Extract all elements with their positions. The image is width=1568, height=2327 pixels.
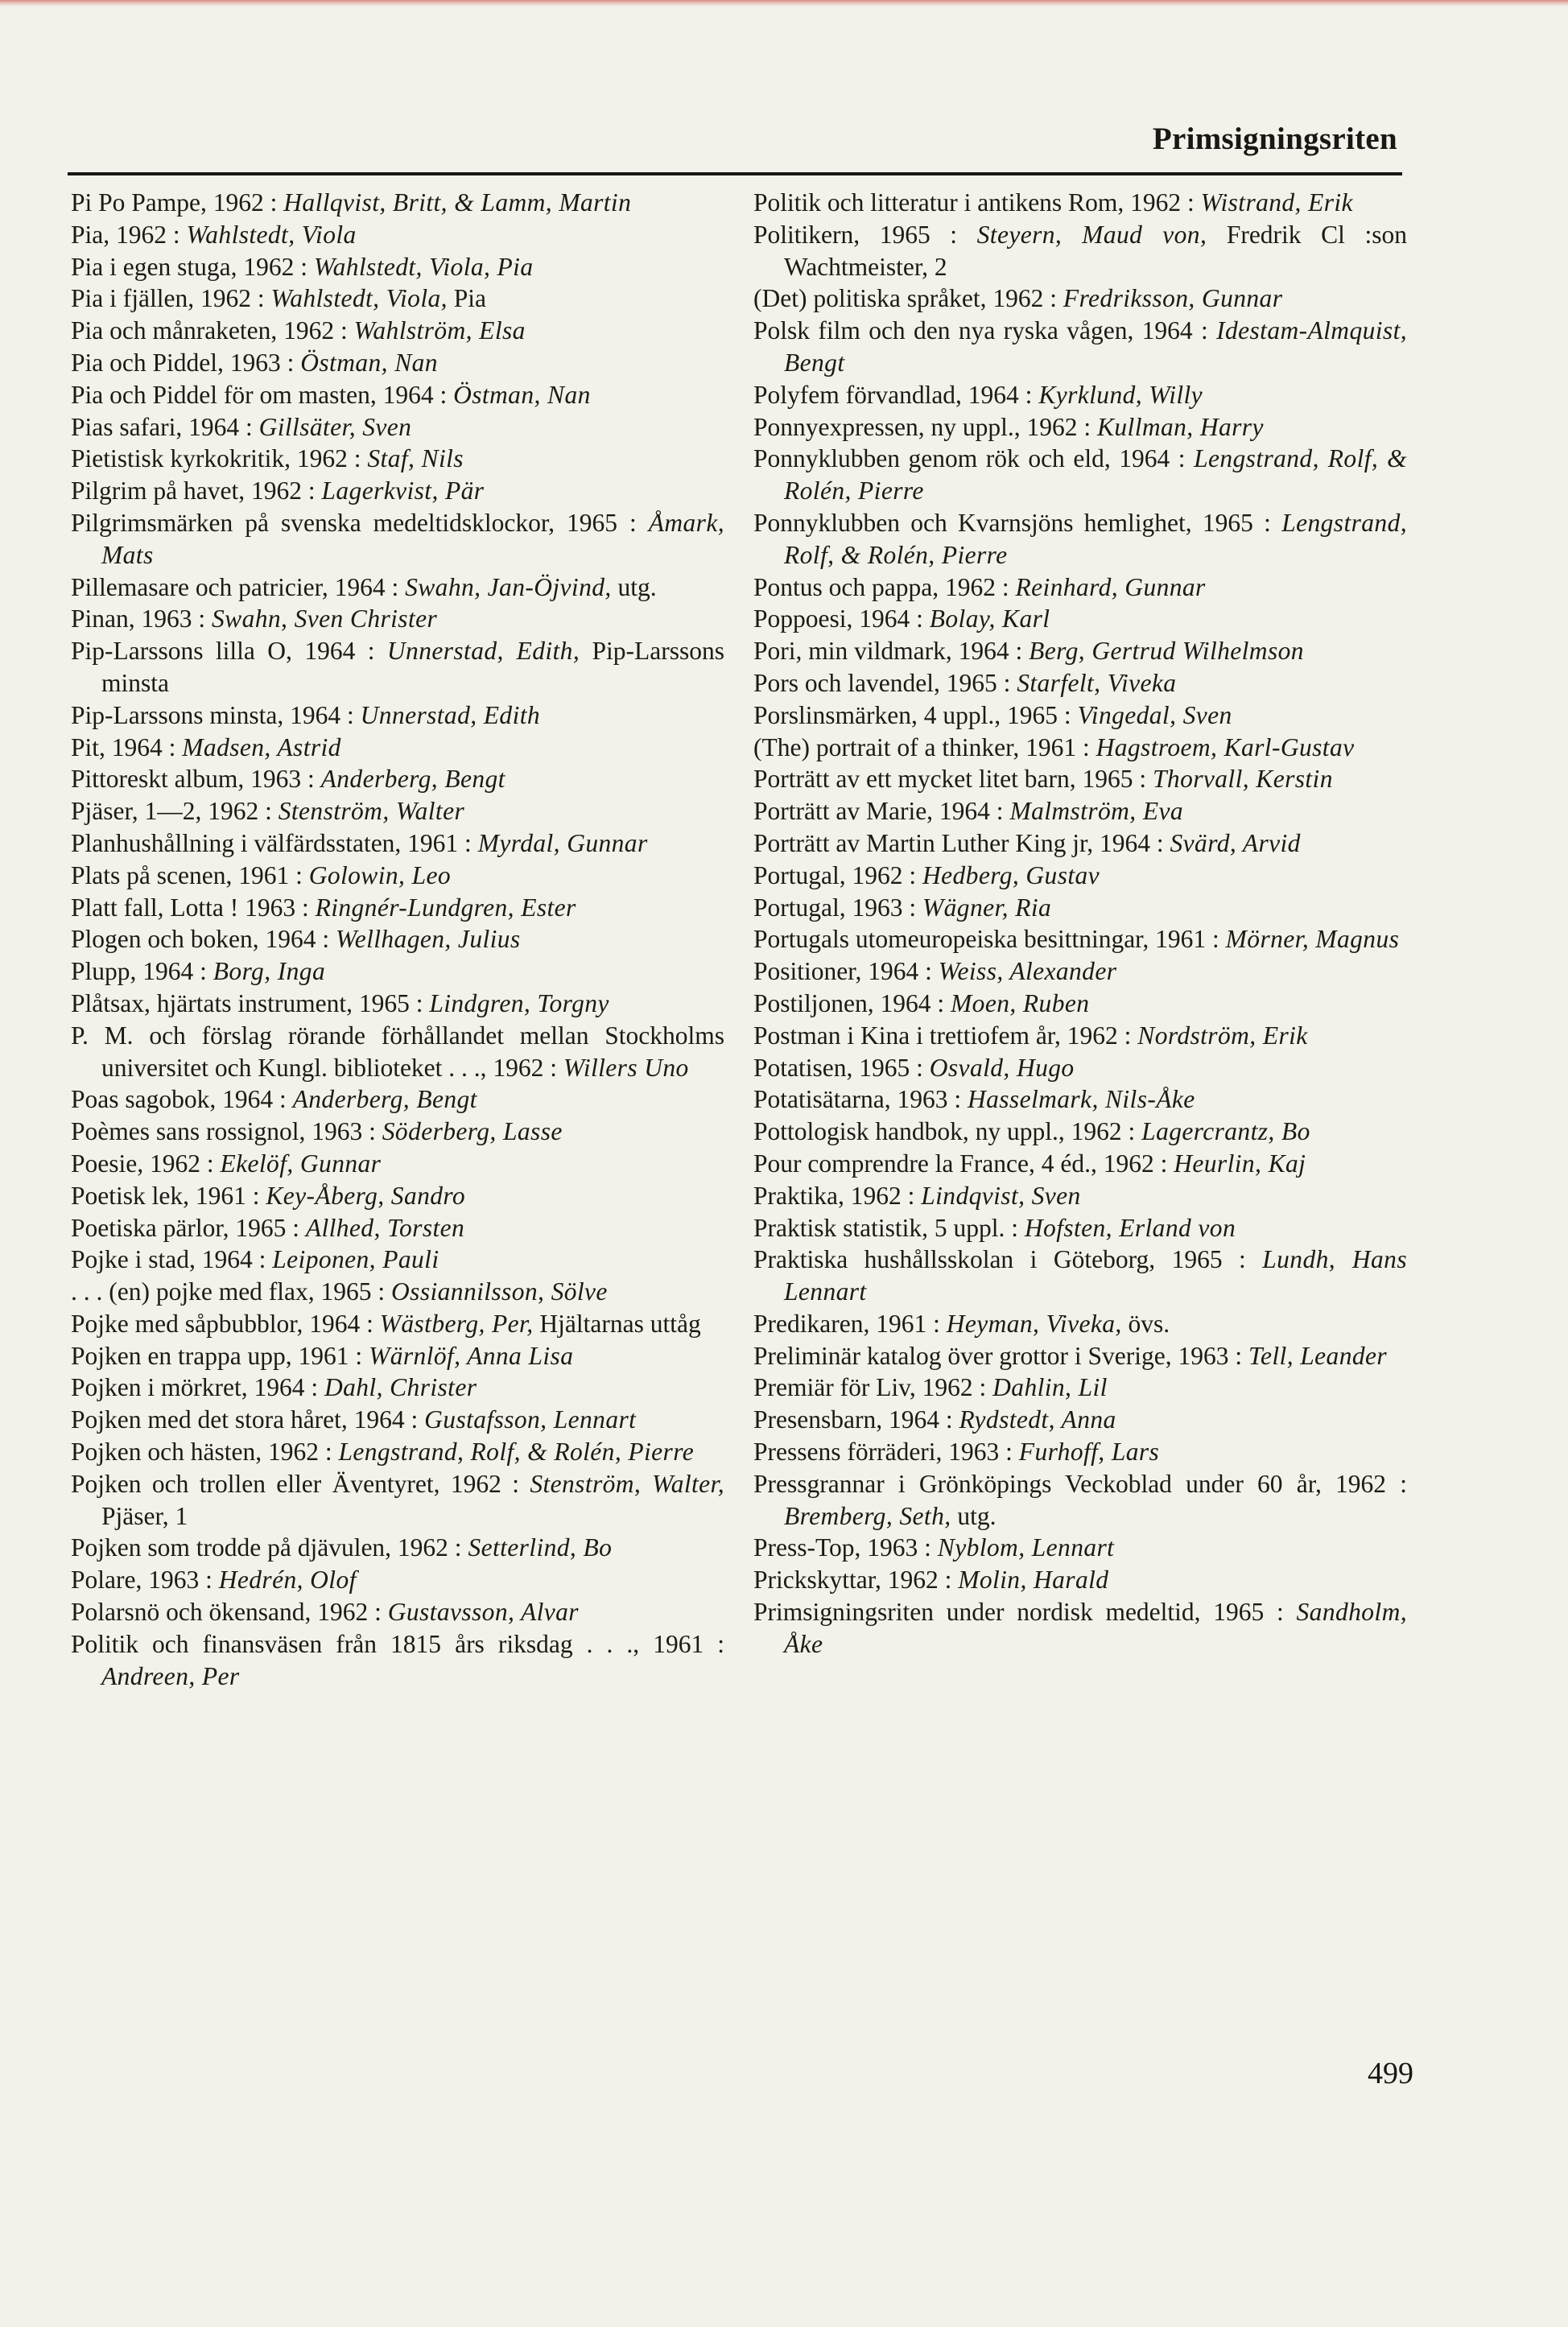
- entry-title: Pojken och hästen, 1962 :: [71, 1438, 332, 1467]
- index-entry: [71, 571, 724, 604]
- entry-title: Pour comprendre la France, 4 éd., 1962 :: [753, 1149, 1168, 1178]
- entry-title: Pi Po Pampe, 1962 :: [71, 188, 278, 217]
- entry-title: Politik och litteratur i antikens Rom, 1962 :: [753, 188, 1195, 217]
- index-entry: [71, 1308, 724, 1340]
- entry-title: Presensbarn, 1964 :: [753, 1405, 953, 1434]
- entry-title: Pillemasare och patricier, 1964 :: [71, 572, 399, 601]
- index-entry: [71, 795, 724, 827]
- index-entry: [71, 187, 724, 219]
- entry-author: Lengstrand, Rolf, & Rolén, Pierre: [338, 1438, 695, 1467]
- entry-author: Anderberg, Bengt: [292, 1085, 477, 1114]
- left-column: [71, 187, 724, 1692]
- index-entry: [71, 1276, 724, 1308]
- index-entry: [753, 1244, 1407, 1308]
- entry-title: Pojken och trollen eller Äventyret, 1962 :: [71, 1469, 519, 1498]
- entry-title: Pias safari, 1964 :: [71, 412, 253, 441]
- index-entry: [753, 923, 1407, 955]
- entry-author: Unnerstad, Edith,: [386, 637, 580, 666]
- entry-author: Ossiannilsson, Sölve: [391, 1277, 608, 1306]
- entry-author: Bolay, Karl: [929, 604, 1050, 633]
- entry-title: Pojke i stad, 1964 :: [71, 1245, 266, 1274]
- entry-title: Poetiska pärlor, 1965 :: [71, 1213, 299, 1242]
- entry-author: Berg, Gertrud Wilhelmson: [1029, 637, 1304, 666]
- entry-title: Pressgrannar i Grönköpings Veckoblad under 60 år, 1962 :: [753, 1469, 1407, 1498]
- entry-author: Malmström, Eva: [1009, 797, 1184, 826]
- entry-note: Fredrik Cl :son Wachtmeister, 2: [784, 220, 1407, 281]
- entry-author: Wistrand, Erik: [1200, 188, 1353, 217]
- index-entry: [753, 507, 1407, 571]
- index-entry: [753, 603, 1407, 635]
- entry-author: Hofsten, Erland von: [1024, 1213, 1236, 1242]
- entry-title: Polare, 1963 :: [71, 1566, 213, 1595]
- index-entry: [71, 1180, 724, 1212]
- entry-title: Polyfem förvandlad, 1964 :: [753, 380, 1033, 409]
- index-entry: [71, 347, 724, 379]
- index-entry: [71, 1020, 724, 1084]
- index-entry: [753, 1468, 1407, 1533]
- entry-title: Pojke med såpbubblor, 1964 :: [71, 1309, 373, 1338]
- entry-author: Tell, Leander: [1248, 1341, 1388, 1370]
- index-entry: [71, 1468, 724, 1533]
- entry-title: Pressens förräderi, 1963 :: [753, 1438, 1013, 1467]
- entry-author: Reinhard, Gunnar: [1015, 572, 1206, 601]
- entry-author: Ringnér-Lundgren, Ester: [315, 893, 576, 922]
- index-entry: [71, 507, 724, 571]
- entry-title: Pip-Larssons minsta, 1964 :: [71, 700, 354, 729]
- entry-title: Prickskyttar, 1962 :: [753, 1566, 952, 1595]
- entry-author: Gustafsson, Lennart: [424, 1405, 637, 1434]
- entry-author: Kyrklund, Willy: [1038, 380, 1203, 409]
- entry-author: Allhed, Torsten: [305, 1213, 465, 1242]
- index-entry: [71, 1532, 724, 1564]
- entry-author: Gillsäter, Sven: [258, 412, 412, 441]
- index-entry: [71, 1340, 724, 1372]
- index-entry: [753, 411, 1407, 444]
- entry-author: Wahlstedt, Viola, Pia: [313, 252, 534, 281]
- entry-title: P. M. och förslag rörande förhållandet mellan Stockholms universitet och Kungl. biblioteket . . ., 1962 :: [71, 1021, 724, 1082]
- entry-title: Premiär för Liv, 1962 :: [753, 1373, 987, 1402]
- entry-title: Platt fall, Lotta ! 1963 :: [71, 893, 309, 922]
- index-entry: [71, 860, 724, 892]
- entry-title: Pia i fjällen, 1962 :: [71, 284, 265, 313]
- index-entry: [753, 315, 1407, 379]
- entry-title: Ponnyexpressen, ny uppl., 1962 :: [753, 412, 1091, 441]
- entry-title: Pia och månraketen, 1962 :: [71, 316, 348, 345]
- entry-author: Kullman, Harry: [1096, 412, 1264, 441]
- entry-author: Fredriksson, Gunnar: [1063, 284, 1283, 313]
- entry-note: utg.: [617, 572, 657, 601]
- index-entry: [753, 667, 1407, 699]
- page-top-edge: [0, 0, 1568, 6]
- entry-title: Pia i egen stuga, 1962 :: [71, 252, 307, 281]
- index-entry: [753, 732, 1407, 764]
- entry-author: Stenström, Walter,: [530, 1469, 724, 1498]
- index-entry: [753, 892, 1407, 924]
- entry-author: Wahlstedt, Viola: [186, 220, 357, 249]
- entry-note: Hjältarnas uttåg: [539, 1309, 701, 1338]
- entry-author: Wellhagen, Julius: [335, 925, 521, 954]
- entry-title: Ponnyklubben genom rök och eld, 1964 :: [753, 444, 1186, 473]
- entry-note: Pip-Larssons minsta: [101, 637, 724, 697]
- entry-author: Osvald, Hugo: [929, 1053, 1075, 1082]
- entry-author: Hedberg, Gustav: [922, 860, 1100, 889]
- right-column: [753, 187, 1407, 1661]
- entry-author: Lengstrand, Rolf, & Rolén, Pierre: [784, 444, 1407, 505]
- index-entry: [753, 219, 1407, 283]
- entry-title: Porträtt av Martin Luther King jr, 1964 :: [753, 828, 1164, 857]
- entry-title: Predikaren, 1961 :: [753, 1309, 940, 1338]
- entry-title: Poetisk lek, 1961 :: [71, 1181, 260, 1210]
- entry-author: Nyblom, Lennart: [937, 1533, 1115, 1562]
- entry-author: Wästberg, Per,: [379, 1309, 534, 1338]
- entry-author: Lagercrantz, Bo: [1141, 1117, 1310, 1146]
- entry-author: Hagstroem, Karl-Gustav: [1096, 732, 1355, 761]
- entry-title: Polsk film och den nya ryska vågen, 1964 :: [753, 316, 1208, 345]
- entry-author: Hasselmark, Nils-Åke: [967, 1085, 1195, 1114]
- entry-title: Pojken som trodde på djävulen, 1962 :: [71, 1533, 462, 1562]
- entry-title: Pietistisk kyrkokritik, 1962 :: [71, 444, 361, 473]
- entry-author: Golowin, Leo: [308, 860, 452, 889]
- entry-title: (Det) politiska språket, 1962 :: [753, 284, 1058, 313]
- index-entry: [753, 1532, 1407, 1564]
- entry-title: Pinan, 1963 :: [71, 604, 206, 633]
- index-entry: [71, 1436, 724, 1468]
- index-entry: [71, 699, 724, 732]
- entry-title: Pjäser, 1—2, 1962 :: [71, 797, 272, 826]
- index-entry: [71, 1404, 724, 1436]
- index-entry: [753, 1404, 1407, 1436]
- index-entry: [71, 1148, 724, 1180]
- entry-title: (The) portrait of a thinker, 1961 :: [753, 732, 1090, 761]
- index-entry: [753, 1212, 1407, 1244]
- index-entry: [753, 955, 1407, 988]
- entry-title: Plats på scenen, 1961 :: [71, 860, 303, 889]
- entry-title: Praktiska hushållsskolan i Göteborg, 1965 :: [753, 1245, 1246, 1274]
- entry-title: Preliminär katalog över grottor i Sverige, 1963 :: [753, 1341, 1243, 1370]
- entry-note: Pia: [453, 284, 487, 313]
- entry-author: Rydstedt, Anna: [959, 1405, 1116, 1434]
- entry-author: Wahlstedt, Viola,: [270, 284, 448, 313]
- entry-author: Nordström, Erik: [1137, 1021, 1308, 1050]
- entry-author: Östman, Nan: [300, 348, 438, 377]
- entry-title: Pilgrim på havet, 1962 :: [71, 477, 316, 505]
- entry-author: Lundh, Hans Lennart: [784, 1245, 1407, 1306]
- entry-author: Willers Uno: [563, 1053, 689, 1082]
- entry-title: Portugal, 1963 :: [753, 893, 917, 922]
- index-entry: [753, 988, 1407, 1020]
- index-entry: [71, 1083, 724, 1116]
- entry-title: Pia och Piddel för om masten, 1964 :: [71, 380, 448, 409]
- index-entry: [753, 1083, 1407, 1116]
- entry-note: utg.: [957, 1501, 997, 1530]
- index-entry: [71, 251, 724, 283]
- entry-author: Heurlin, Kaj: [1174, 1149, 1306, 1178]
- index-entry: [71, 923, 724, 955]
- entry-author: Staf, Nils: [367, 444, 464, 473]
- index-entry: [753, 1020, 1407, 1052]
- entry-title: Pilgrimsmärken på svenska medeltidsklockor, 1965 :: [71, 508, 637, 537]
- entry-title: Postiljonen, 1964 :: [753, 988, 945, 1017]
- index-entry: [71, 283, 724, 315]
- index-entry: [71, 219, 724, 251]
- entry-author: Wahlström, Elsa: [353, 316, 526, 345]
- entry-author: Steyern, Maud von,: [976, 220, 1207, 249]
- entry-title: Praktisk statistik, 5 uppl. :: [753, 1213, 1019, 1242]
- entry-author: Stenström, Walter: [278, 797, 465, 826]
- index-entry: [71, 635, 724, 699]
- entry-author: Hallqvist, Britt, & Lamm, Martin: [283, 188, 632, 217]
- entry-title: Pottologisk handbok, ny uppl., 1962 :: [753, 1117, 1136, 1146]
- entry-note: övs.: [1128, 1309, 1170, 1338]
- entry-author: Mörner, Magnus: [1225, 925, 1400, 954]
- entry-author: Gustavsson, Alvar: [387, 1598, 579, 1627]
- entry-title: Pojken i mörkret, 1964 :: [71, 1373, 319, 1402]
- entry-author: Myrdal, Gunnar: [477, 828, 648, 857]
- entry-title: Portugal, 1962 :: [753, 860, 917, 889]
- entry-author: Östman, Nan: [453, 380, 591, 409]
- index-entry: [71, 1116, 724, 1148]
- index-entry: [753, 1340, 1407, 1372]
- header-rule: [68, 172, 1402, 175]
- entry-title: Polarsnö och ökensand, 1962 :: [71, 1598, 382, 1627]
- entry-author: Lengstrand, Rolf, & Rolén, Pierre: [784, 508, 1407, 569]
- index-entry: [753, 1596, 1407, 1661]
- entry-author: Leiponen, Pauli: [272, 1245, 439, 1274]
- index-entry: [71, 955, 724, 988]
- entry-author: Ekelöf, Gunnar: [220, 1149, 382, 1178]
- entry-author: Thorvall, Kerstin: [1153, 765, 1333, 794]
- index-entry: [71, 988, 724, 1020]
- entry-note: Pjäser, 1: [101, 1501, 188, 1530]
- entry-author: Starfelt, Viveka: [1017, 668, 1177, 697]
- index-entry: [71, 443, 724, 475]
- entry-author: Setterlind, Bo: [468, 1533, 613, 1562]
- entry-author: Dahl, Christer: [324, 1373, 477, 1402]
- entry-author: Lindqvist, Sven: [921, 1181, 1081, 1210]
- index-entry: [753, 1564, 1407, 1596]
- entry-author: Anderberg, Bengt: [320, 765, 505, 794]
- running-head: Primsigningsriten: [1152, 122, 1397, 156]
- entry-author: Svärd, Arvid: [1170, 828, 1301, 857]
- entry-title: . . . (en) pojke med flax, 1965 :: [71, 1277, 386, 1306]
- index-entry: [753, 827, 1407, 860]
- index-entry: [753, 1180, 1407, 1212]
- entry-title: Pojken en trappa upp, 1961 :: [71, 1341, 363, 1370]
- entry-title: Porträtt av ett mycket litet barn, 1965 :: [753, 765, 1147, 794]
- index-entry: [753, 1148, 1407, 1180]
- entry-author: Åmark, Mats: [101, 508, 724, 569]
- index-entry: [753, 635, 1407, 667]
- entry-author: Key-Åberg, Sandro: [266, 1181, 466, 1210]
- entry-author: Weiss, Alexander: [938, 957, 1117, 986]
- index-entry: [71, 475, 724, 507]
- index-entry: [71, 1628, 724, 1693]
- entry-title: Poppoesi, 1964 :: [753, 604, 923, 633]
- entry-author: Furhoff, Lars: [1018, 1438, 1160, 1467]
- entry-author: Andreen, Per: [101, 1661, 240, 1690]
- entry-author: Lagerkvist, Pär: [321, 477, 485, 505]
- entry-author: Borg, Inga: [213, 957, 326, 986]
- index-entry: [71, 315, 724, 347]
- entry-title: Porträtt av Marie, 1964 :: [753, 797, 1004, 826]
- entry-title: Plåtsax, hjärtats instrument, 1965 :: [71, 988, 423, 1017]
- index-entry: [753, 1052, 1407, 1084]
- entry-title: Porslinsmärken, 4 uppl., 1965 :: [753, 700, 1071, 729]
- index-entry: [753, 795, 1407, 827]
- entry-author: Madsen, Astrid: [182, 732, 341, 761]
- entry-title: Ponnyklubben och Kvarnsjöns hemlighet, 1965 :: [753, 508, 1271, 537]
- entry-title: Politik och finansväsen från 1815 års riksdag . . ., 1961 :: [71, 1629, 724, 1658]
- index-entry: [753, 1308, 1407, 1340]
- entry-author: Söderberg, Lasse: [382, 1117, 563, 1146]
- entry-title: Potatisen, 1965 :: [753, 1053, 923, 1082]
- entry-title: Poas sagobok, 1964 :: [71, 1085, 287, 1114]
- entry-author: Swahn, Jan-Öjvind,: [405, 572, 612, 601]
- index-entry: [71, 411, 724, 444]
- entry-author: Moen, Ruben: [951, 988, 1090, 1017]
- entry-author: Wärnlöf, Anna Lisa: [369, 1341, 574, 1370]
- index-entry: [753, 860, 1407, 892]
- entry-title: Plogen och boken, 1964 :: [71, 925, 330, 954]
- entry-title: Pori, min vildmark, 1964 :: [753, 637, 1023, 666]
- entry-title: Pors och lavendel, 1965 :: [753, 668, 1011, 697]
- entry-title: Pittoreskt album, 1963 :: [71, 765, 315, 794]
- entry-title: Politikern, 1965 :: [753, 220, 958, 249]
- index-entry: [71, 1372, 724, 1404]
- entry-author: Unnerstad, Edith: [360, 700, 541, 729]
- entry-author: Swahn, Sven Christer: [212, 604, 438, 633]
- entry-author: Heyman, Viveka,: [946, 1309, 1122, 1338]
- entry-title: Positioner, 1964 :: [753, 957, 932, 986]
- entry-title: Portugals utomeuropeiska besittningar, 1961 :: [753, 925, 1219, 954]
- index-entry: [71, 1596, 724, 1628]
- entry-title: Pia och Piddel, 1963 :: [71, 348, 295, 377]
- index-entry: [71, 603, 724, 635]
- entry-author: Bremberg, Seth,: [784, 1501, 951, 1530]
- entry-title: Pia, 1962 :: [71, 220, 180, 249]
- entry-title: Potatisätarna, 1963 :: [753, 1085, 962, 1114]
- entry-title: Pip-Larssons lilla O, 1964 :: [71, 637, 375, 666]
- index-entry: [71, 379, 724, 411]
- index-entry: [71, 1244, 724, 1276]
- index-entry: [71, 732, 724, 764]
- entry-title: Postman i Kina i trettiofem år, 1962 :: [753, 1021, 1132, 1050]
- entry-title: Pit, 1964 :: [71, 732, 176, 761]
- entry-title: Pojken med det stora håret, 1964 :: [71, 1405, 419, 1434]
- entry-author: Sandholm, Åke: [784, 1598, 1408, 1658]
- entry-author: Wägner, Ria: [922, 893, 1052, 922]
- index-entry: [753, 283, 1407, 315]
- index-entry: [753, 763, 1407, 795]
- index-entry: [753, 699, 1407, 732]
- entry-title: Pontus och pappa, 1962 :: [753, 572, 1009, 601]
- index-entry: [753, 1116, 1407, 1148]
- entry-author: Vingedal, Sven: [1077, 700, 1232, 729]
- index-entry: [71, 1212, 724, 1244]
- entry-title: Plupp, 1964 :: [71, 957, 207, 986]
- index-entry: [71, 827, 724, 860]
- entry-title: Poèmes sans rossignol, 1963 :: [71, 1117, 376, 1146]
- index-entry: [71, 1564, 724, 1596]
- entry-author: Dahlin, Lil: [992, 1373, 1108, 1402]
- index-entry: [753, 1436, 1407, 1468]
- entry-author: Molin, Harald: [958, 1566, 1109, 1595]
- entry-title: Planhushållning i välfärdsstaten, 1961 :: [71, 828, 472, 857]
- entry-author: Lindgren, Torgny: [429, 988, 609, 1017]
- index-entry: [753, 379, 1407, 411]
- entry-author: Hedrén, Olof: [218, 1566, 357, 1595]
- index-entry: [753, 571, 1407, 604]
- entry-title: Poesie, 1962 :: [71, 1149, 214, 1178]
- entry-title: Praktika, 1962 :: [753, 1181, 915, 1210]
- page-number: 499: [1368, 2057, 1413, 2090]
- index-entry: [753, 443, 1407, 507]
- entry-author: Idestam-Almquist, Bengt: [784, 316, 1407, 377]
- index-entry: [753, 187, 1407, 219]
- entry-title: Press-Top, 1963 :: [753, 1533, 931, 1562]
- entry-title: Primsigningsriten under nordisk medeltid, 1965 :: [753, 1598, 1284, 1627]
- index-entry: [71, 892, 724, 924]
- index-entry: [71, 763, 724, 795]
- index-entry: [753, 1372, 1407, 1404]
